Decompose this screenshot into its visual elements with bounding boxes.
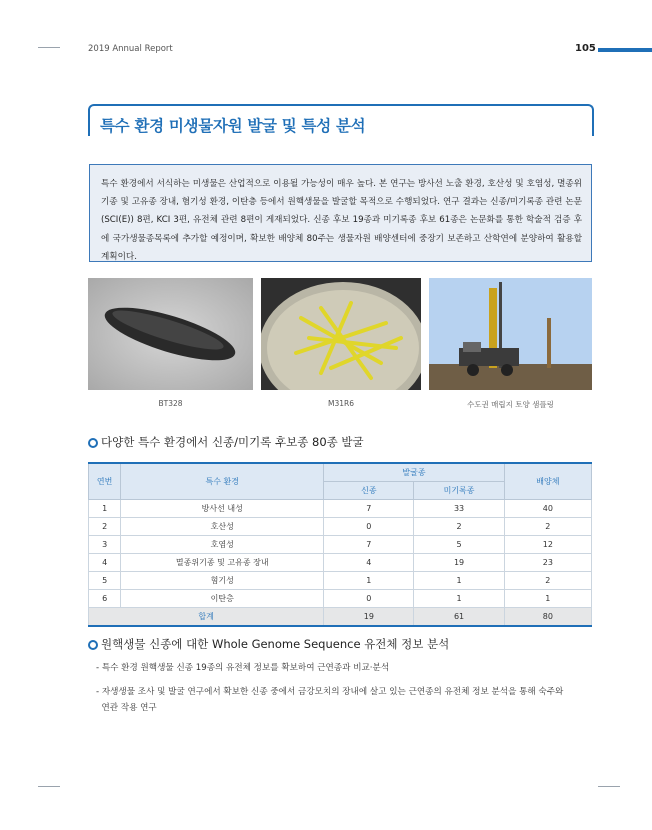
- cell-env: 혐기성: [121, 572, 324, 590]
- cell-env: 호산성: [121, 518, 324, 536]
- cell-unrecorded: 33: [414, 500, 504, 518]
- cell-culture: 1: [504, 590, 591, 608]
- cell-culture: 23: [504, 554, 591, 572]
- bullet-icon: [88, 438, 98, 448]
- table-header-row: [89, 463, 592, 482]
- photo-caption: M31R6: [328, 399, 354, 408]
- cell-culture: 2: [504, 572, 591, 590]
- col-header-unrecorded: 미기록종: [414, 482, 504, 500]
- table-row: [89, 500, 592, 518]
- table-row: [89, 572, 592, 590]
- cell-unrecorded: 19: [414, 554, 504, 572]
- col-header-no: 연번: [89, 463, 121, 500]
- list-item: - 특수 환경 원핵생물 신종 19종의 유전체 정보를 확보하여 근연종과 비교·분석: [96, 663, 390, 673]
- footer-rule-left: [38, 786, 60, 787]
- cell-env: 멸종위기종 및 고유종 장내: [121, 554, 324, 572]
- petri-dish-image: [261, 278, 421, 390]
- cell-culture: 12: [504, 536, 591, 554]
- bacterium-micrograph-image: [88, 278, 253, 390]
- drilling-rig-image: [429, 278, 592, 390]
- footer-rule-right: [598, 786, 620, 787]
- page-title: 특수 환경 미생물자원 발굴 및 특성 분석: [100, 117, 366, 135]
- section-heading: 다양한 특수 환경에서 신종/미기록 후보종 80종 발굴: [101, 435, 364, 449]
- col-header-new: 신종: [324, 482, 414, 500]
- total-new: 19: [324, 608, 414, 627]
- cell-no: 4: [89, 554, 121, 572]
- total-label: 합계: [89, 608, 324, 627]
- cell-no: 3: [89, 536, 121, 554]
- col-header-culture: 배양체: [504, 463, 591, 500]
- cell-env: 방사선 내성: [121, 500, 324, 518]
- summary-box: [89, 164, 592, 262]
- photo-landfill-sampling: [429, 278, 592, 390]
- species-table: [88, 462, 592, 627]
- cell-unrecorded: 2: [414, 518, 504, 536]
- cell-unrecorded: 1: [414, 590, 504, 608]
- cell-new: 0: [324, 590, 414, 608]
- bullet-icon: [88, 640, 98, 650]
- cell-no: 1: [89, 500, 121, 518]
- header-rule-left: [38, 47, 60, 48]
- list-item: 연관 작용 연구: [96, 703, 157, 713]
- photo-caption: BT328: [158, 399, 183, 408]
- table-row: [89, 590, 592, 608]
- table-row: [89, 536, 592, 554]
- cell-no: 6: [89, 590, 121, 608]
- cell-new: 0: [324, 518, 414, 536]
- cell-env: 이탄층: [121, 590, 324, 608]
- photo-bt328: [88, 278, 253, 390]
- total-unrecorded: 61: [414, 608, 504, 627]
- section-heading: 원핵생물 신종에 대한 Whole Genome Sequence 유전체 정보 분석: [101, 637, 450, 651]
- cell-no: 5: [89, 572, 121, 590]
- cell-culture: 40: [504, 500, 591, 518]
- cell-new: 1: [324, 572, 414, 590]
- table-row: [89, 518, 592, 536]
- table-total-row: [89, 608, 592, 627]
- cell-new: 7: [324, 536, 414, 554]
- page-number: 105: [575, 43, 596, 54]
- cell-no: 2: [89, 518, 121, 536]
- cell-unrecorded: 1: [414, 572, 504, 590]
- photo-m31r6: [261, 278, 421, 390]
- photo-caption: 수도권 매립지 토양 샘플링: [467, 400, 554, 409]
- report-title: 2019 Annual Report: [88, 44, 173, 54]
- list-item: - 자생생물 조사 및 발굴 연구에서 확보한 신종 중에서 금강모치의 장내에 살고 있는 근연종의 유전체 정보 분석을 통해 숙주와: [96, 687, 564, 697]
- cell-new: 4: [324, 554, 414, 572]
- col-header-found: 발굴종: [324, 463, 504, 482]
- cell-culture: 2: [504, 518, 591, 536]
- summary-text: 특수 환경에서 서식하는 미생물은 산업적으로 이용될 가능성이 매우 높다. 본 연구는 방사선 노출 환경, 호산성 및 호염성, 멸종위기종 및 고유종 장내, 혐기성 환경, 이탄층 등에서 원핵생물을 발굴할 목적으로 수행되었다. 연구 결과는 신종/미기록종 관련 논문(SCI(E)) 8편, KCI 3편, 유전체 관련 8편이 게재되었다. 신종 후보 19종과 미기록종 후보 61종은 논문화를 통한 학술적 검증 후에 국가생물종목록에 추가할 예정이며, 확보한 배양체 80주는 생물자원 배양센터에 중장기 보존하고 산학연에 분양하여 활용할 계획이다.: [101, 179, 582, 262]
- cell-unrecorded: 5: [414, 536, 504, 554]
- col-header-env: 특수 환경: [121, 463, 324, 500]
- header-accent-bar: [598, 48, 652, 52]
- cell-env: 호염성: [121, 536, 324, 554]
- cell-new: 7: [324, 500, 414, 518]
- total-culture: 80: [504, 608, 591, 627]
- table-row: [89, 554, 592, 572]
